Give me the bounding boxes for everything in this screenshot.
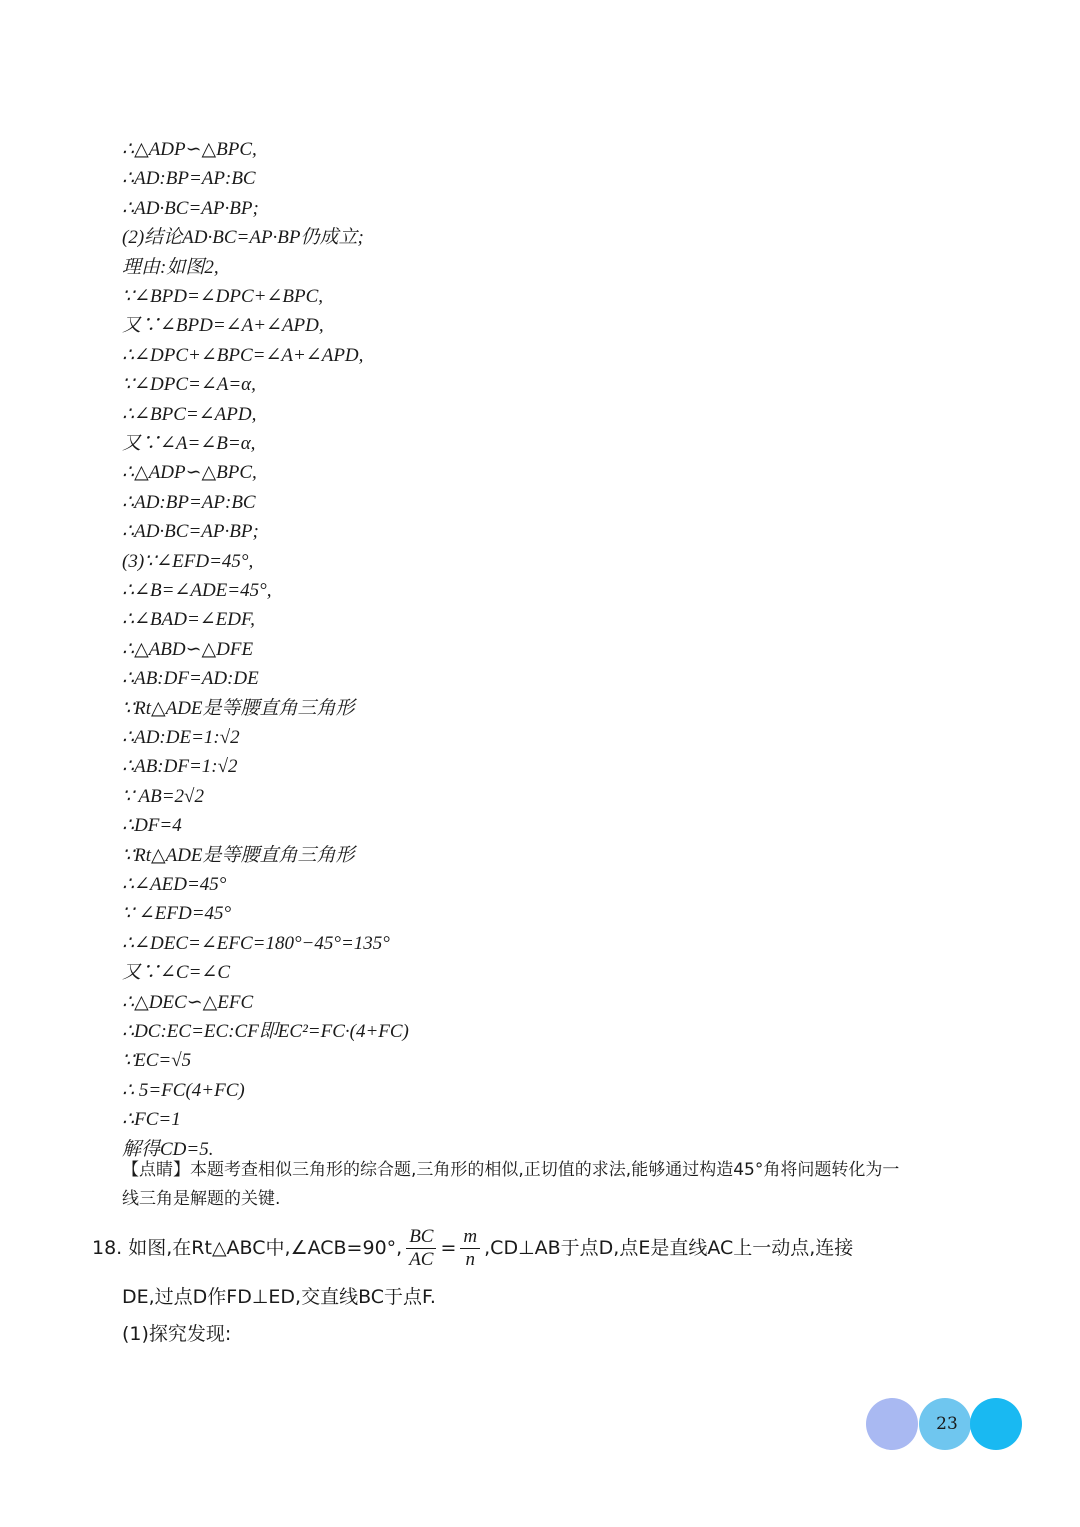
solution-line: ∵Rt△ADE是等腰直角三角形 bbox=[122, 698, 355, 719]
solution-line: 又∵∠BPD=∠A+∠APD, bbox=[122, 315, 324, 336]
remark-line-1: 【点睛】本题考查相似三角形的综合题,三角形的相似,正切值的求法,能够通过构造45°角将问题转化为一 bbox=[122, 1160, 900, 1180]
solution-line: 又∵∠C=∠C bbox=[122, 962, 231, 983]
solution-line: ∴AD·BC=AP·BP; bbox=[122, 521, 259, 542]
solution-line: ∴△ADP∽△BPC, bbox=[122, 139, 257, 160]
fraction-bc-over-ac bbox=[406, 1226, 436, 1271]
solution-line: ∴DF=4 bbox=[122, 815, 182, 836]
question-18-line-2: DE,过点D作FD⊥ED,交直线BC于点F. bbox=[122, 1286, 436, 1308]
solution-line: ∴△ADP∽△BPC, bbox=[122, 462, 257, 483]
solution-line: ∴AB:DF=1:√2 bbox=[122, 756, 238, 777]
solution-line: ∴∠B=∠ADE=45°, bbox=[122, 580, 272, 601]
solution-line: 理由:如图2, bbox=[122, 257, 219, 278]
solution-line: ∵ ∠EFD=45° bbox=[122, 903, 232, 924]
remark-line-2: 线三角是解题的关键. bbox=[122, 1189, 281, 1209]
solution-line: ∴∠DPC+∠BPC=∠A+∠APD, bbox=[122, 345, 364, 366]
solution-line: ∴FC=1 bbox=[122, 1109, 181, 1130]
fraction-denominator: n bbox=[465, 1249, 476, 1270]
solution-line: (2)结论AD·BC=AP·BP仍成立; bbox=[122, 227, 364, 248]
solution-line: ∴ 5=FC(4+FC) bbox=[122, 1080, 245, 1101]
page-badge-left-circle bbox=[866, 1398, 918, 1450]
solution-line: ∴DC:EC=EC:CF即EC²=FC·(4+FC) bbox=[122, 1021, 409, 1042]
solution-line: ∵Rt△ADE是等腰直角三角形 bbox=[122, 845, 355, 866]
solution-line: ∴∠BPC=∠APD, bbox=[122, 404, 257, 425]
solution-line: ∴∠AED=45° bbox=[122, 874, 227, 895]
solution-line: ∴AD:DE=1:√2 bbox=[122, 727, 240, 748]
fraction-numerator: BC bbox=[406, 1226, 436, 1249]
fraction-m-over-n bbox=[460, 1226, 480, 1271]
solution-line: ∴∠BAD=∠EDF, bbox=[122, 609, 255, 630]
solution-line: ∴△ABD∽△DFE bbox=[122, 639, 254, 660]
question-18-suffix: ,CD⊥AB于点D,点E是直线AC上一动点,连接 bbox=[484, 1237, 854, 1259]
solution-line: ∵∠BPD=∠DPC+∠BPC, bbox=[122, 286, 324, 307]
solution-line: 解得CD=5. bbox=[122, 1139, 214, 1160]
question-18-prefix: 18. 如图,在Rt△ABC中,∠ACB=90°, bbox=[92, 1237, 403, 1259]
solution-line: 又∵∠A=∠B=α, bbox=[122, 433, 256, 454]
question-18-line-1 bbox=[92, 1226, 853, 1271]
question-18-line-3: (1)探究发现: bbox=[122, 1323, 232, 1345]
equals-sign: = bbox=[440, 1237, 457, 1259]
solution-line: ∴AD:BP=AP:BC bbox=[122, 492, 256, 513]
solution-line: ∴AD:BP=AP:BC bbox=[122, 168, 256, 189]
solution-line: ∵EC=√5 bbox=[122, 1050, 192, 1071]
fraction-denominator: AC bbox=[409, 1249, 434, 1270]
solution-line: ∵ AB=2√2 bbox=[122, 786, 204, 807]
solution-line: (3)∵∠EFD=45°, bbox=[122, 551, 254, 572]
solution-line: ∴△DEC∽△EFC bbox=[122, 992, 254, 1013]
page-number: 23 bbox=[936, 1414, 958, 1434]
fraction-numerator: m bbox=[460, 1226, 480, 1249]
page-badge-right-circle bbox=[970, 1398, 1022, 1450]
solution-line: ∵∠DPC=∠A=α, bbox=[122, 374, 256, 395]
solution-line: ∴AB:DF=AD:DE bbox=[122, 668, 259, 689]
solution-line: ∴∠DEC=∠EFC=180°−45°=135° bbox=[122, 933, 390, 954]
solution-line: ∴AD·BC=AP·BP; bbox=[122, 198, 259, 219]
